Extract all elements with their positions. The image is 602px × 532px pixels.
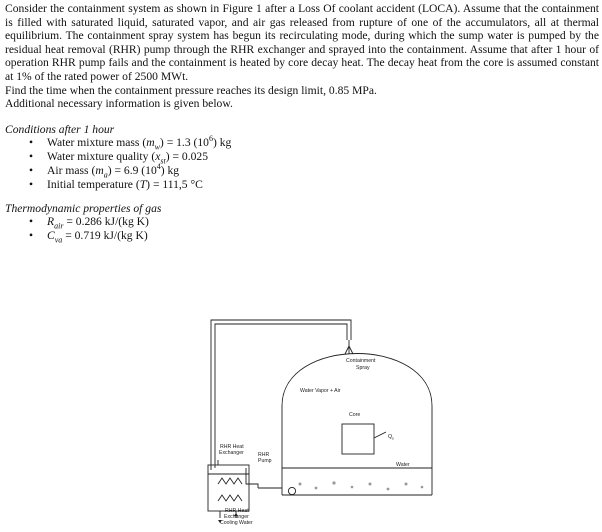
label-cooling-water-3: Cooling Water — [220, 520, 253, 526]
label-cooling-water-1: RHR Heat — [225, 508, 249, 514]
label-rhr-pump-2: Pump — [258, 458, 272, 464]
bullet-icon: • — [29, 177, 34, 191]
label-rhr-pump-1: RHR — [258, 452, 270, 458]
condition-item: • Water mixture mass $(m_w) = 1.3$ $(10^6)$ kg — [29, 134, 232, 152]
pump-to-exchanger-pipe — [246, 468, 258, 488]
bullet-icon: • — [29, 150, 34, 164]
document — [5, 2, 599, 243]
label-qs: $Q_s$ — [388, 434, 394, 441]
label-rhr-exchanger-1: RHR Heat — [220, 444, 244, 450]
label-water-vapor-air: Water Vapor + Air — [300, 388, 341, 394]
label-core: Core — [349, 412, 361, 418]
rhr-pump-icon — [288, 487, 295, 494]
label-water: Water — [396, 462, 410, 468]
note-line: Additional necessary information is given below. — [5, 97, 233, 111]
label-containment-spray-1: Containment — [346, 358, 376, 364]
bullet-icon: • — [29, 136, 34, 150]
gas-property-item: • $C_{va} = 0.719$ kJ/(kg K) — [29, 228, 148, 245]
label-rhr-exchanger-2: Exchanger — [219, 450, 244, 456]
condition-item: • Air mass $(m_a) = 6.9$ $(10^4)$ kg — [29, 162, 180, 180]
question-line: Find the time when the containment pressure reaches its design limit, 0.85 MPa. — [5, 83, 377, 97]
bullet-icon: • — [29, 215, 34, 229]
gas-properties-list — [5, 215, 599, 243]
conditions-heading: Conditions after 1 hour — [5, 122, 115, 136]
label-containment-spray-2: Spray — [356, 365, 370, 371]
bullet-icon: • — [29, 228, 34, 242]
condition-item: • Water mixture quality $(x_{st}) = 0.025$ — [29, 150, 209, 166]
label-cooling-water-2: Exchanger — [224, 514, 249, 520]
gas-property-item: • $R_{air} = 0.286$ kJ/(kg K) — [29, 215, 149, 231]
gas-properties-heading: Thermodynamic properties of gas — [5, 201, 162, 215]
condition-item: • Initial temperature (T) = 111,5 °C — [29, 177, 203, 191]
rhr-heat-exchanger-box — [208, 465, 249, 511]
bullet-icon: • — [29, 163, 34, 177]
conditions-list — [5, 136, 599, 191]
containment-figure — [200, 298, 600, 532]
core-box — [342, 424, 374, 454]
intro-paragraph: Consider the containment system as shown in Figure 1 after a Loss Of coolant accident (LOCA). Assume that the containment is filled with saturated liquid, saturated vapor, and air gas released from rupture of one of the accumulators, all at thermal equilibrium. The containment spray system has begun its recirculating mode, during which the sump water is pumped by the residual heat removal (RHR) pump through the RHR exchanger and sprayed into the containment. Assume that after 1 hour of operation RHR pump fails and the containment is heated by core decay heat. The decay heat from the core is assumed constant at 1% of the rated power of 2500 MWt. — [5, 2, 599, 83]
